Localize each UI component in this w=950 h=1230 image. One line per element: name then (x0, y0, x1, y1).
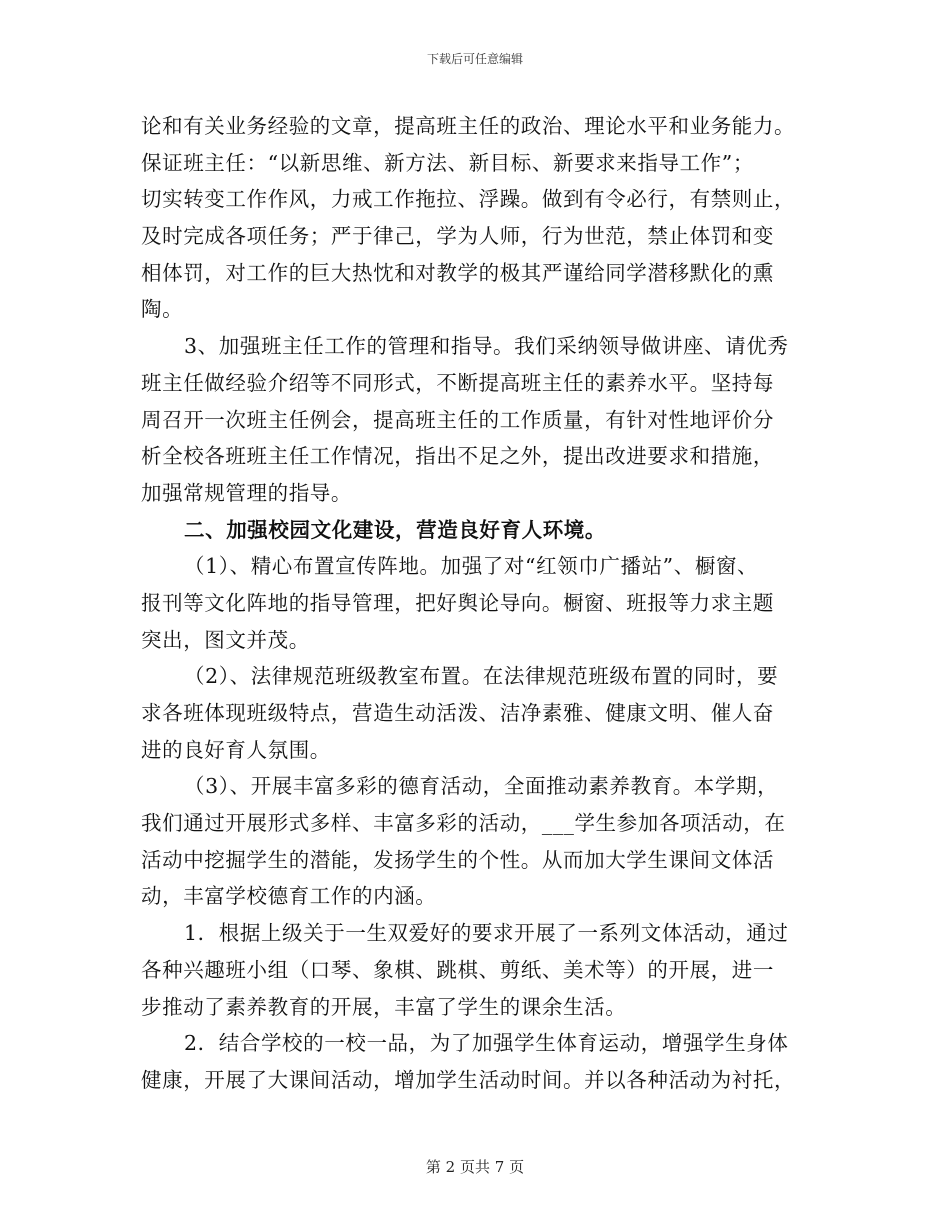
paragraph-start-line: （2）、法律规范班级教室布置。在法律规范班级布置的同时，要 (184, 664, 779, 689)
text-line: 报刊等文化阵地的指导管理，把好舆论导向。橱窗、班报等力求主题 (141, 590, 774, 615)
text-line: 班主任做经验介绍等不同形式，不断提高班主任的素养水平。坚持每 (141, 370, 774, 395)
text-line: 求各班体现班级特点，营造生动活泼、洁净素雅、健康文明、催人奋 (141, 701, 774, 725)
section-heading: 二、加强校园文化建设，营造良好育人环境。 (184, 517, 606, 542)
text-line: 陶。 (141, 297, 184, 322)
paragraph-start-line: 3、加强班主任工作的管理和指导。我们采纳领导做讲座、请优秀 (184, 334, 789, 359)
text-line: 健康，开展了大课间活动，增加学生活动时间。并以各种活动为衬托， (141, 1067, 796, 1092)
text-line: 及时完成各项任务；严于律己，学为人师，行为世范，禁止体罚和变 (141, 224, 774, 249)
text-line: 周召开一次班主任例会，提高班主任的工作质量，有针对性地评价分 (141, 407, 774, 432)
paragraph-start-line: 2．结合学校的一校一品，为了加强学生体育运动，增强学生身体 (184, 1031, 789, 1056)
text-line: 我们通过开展形式多样、丰富多彩的活动，___学生参加各项活动，在 (141, 811, 786, 836)
text-line: 论和有关业务经验的文章，提高班主任的政治、理论水平和业务能力。 (141, 114, 796, 138)
text-line: 动，丰富学校德育工作的内涵。 (141, 884, 437, 909)
page-number: 第 2 页共 7 页 (425, 1158, 525, 1176)
text-line: 步推动了素养教育的开展，丰富了学生的课余生活。 (141, 994, 627, 1019)
text-line: 保证班主任：“以新思维、新方法、新目标、新要求来指导工作”； (141, 150, 754, 175)
text-line: 析全校各班班主任工作情况，指出不足之外，提出改进要求和措施， (141, 444, 774, 469)
paragraph-start-line: （1）、精心布置宣传阵地。加强了对“红领巾广播站”、橱窗、 (184, 554, 759, 579)
text-line: 各种兴趣班小组（口琴、象棋、跳棋、剪纸、美术等）的开展，进一 (141, 957, 774, 982)
paragraph-start-line: （3）、开展丰富多彩的德育活动，全面推动素养教育。本学期， (184, 774, 779, 799)
text-line: 切实转变工作作风，力戒工作拖拉、浮躁。做到有令必行，有禁则止， (141, 187, 796, 212)
document-body (141, 108, 813, 1099)
text-line: 相体罚，对工作的巨大热忱和对教学的极其严谨给同学潜移默化的熏 (141, 260, 774, 285)
text-line: 进的良好育人氛围。 (141, 737, 331, 762)
text-line: 突出，图文并茂。 (141, 627, 310, 652)
text-line: 加强常规管理的指导。 (141, 480, 352, 505)
text-line: 活动中挖掘学生的潜能，发扬学生的个性。从而加大学生课间文体活 (141, 847, 774, 872)
page-header: 下载后可任意编辑 (426, 52, 523, 66)
paragraph-start-line: 1．根据上级关于一生双爱好的要求开展了一系列文体活动，通过 (184, 921, 789, 946)
